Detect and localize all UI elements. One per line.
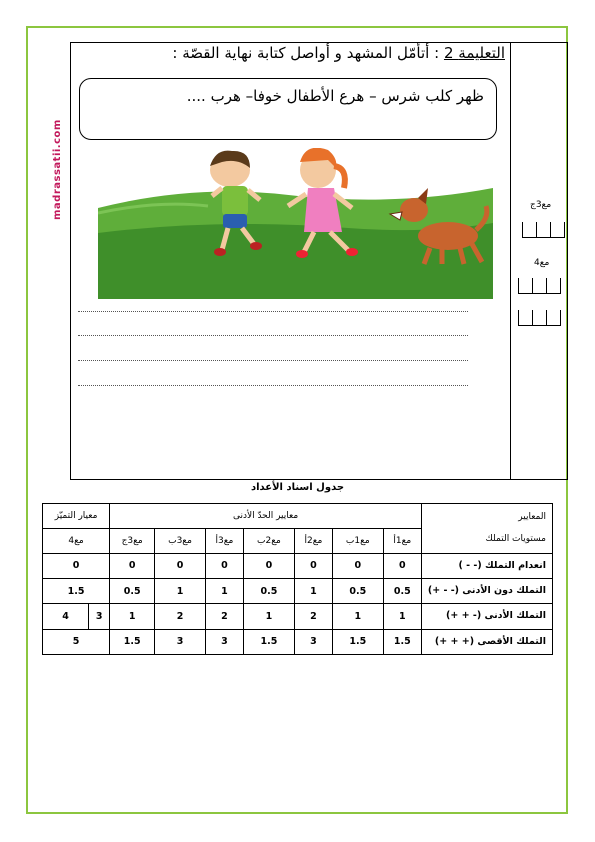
score-boxes-4b[interactable]	[518, 310, 561, 326]
score-cell: 0	[155, 553, 206, 578]
criterion-header: مع3أ	[205, 528, 243, 553]
score-cell: 4	[43, 604, 89, 629]
corner-bottom-label: مستويات التملك	[485, 534, 546, 545]
instruction-text: : أتأمّل المشهد و أواصل كتابة نهاية القصّة :	[172, 44, 440, 62]
score-cell: 2	[294, 604, 332, 629]
corner-top-label: المعايير	[518, 512, 546, 523]
score-cell: 0	[333, 553, 384, 578]
score-cell: 0	[43, 553, 110, 578]
score-cell: 1	[110, 604, 155, 629]
score-cell: 0.5	[110, 578, 155, 603]
criterion-header: مع3ج	[110, 528, 155, 553]
score-cell: 0	[205, 553, 243, 578]
score-cell: 1	[244, 604, 295, 629]
criterion-header: مع1أ	[383, 528, 421, 553]
scene-illustration	[98, 148, 493, 299]
score-cell: 1.5	[43, 578, 110, 603]
score-cell: 1	[155, 578, 206, 603]
corner-header	[422, 504, 553, 554]
score-cell: 1	[333, 604, 384, 629]
score-cell: 2	[205, 604, 243, 629]
level-label: التملك الأقصى (+ + +)	[422, 629, 553, 654]
score-cell: 0	[244, 553, 295, 578]
score-cell: 1.5	[383, 629, 421, 654]
min-criteria-group-header: معايير الحدّ الأدنى	[110, 504, 422, 529]
criterion-label-3c: مع3ج	[530, 200, 552, 210]
score-boxes-4a[interactable]	[518, 278, 561, 294]
score-cell: 0	[383, 553, 421, 578]
score-cell: 0	[294, 553, 332, 578]
answer-line-3[interactable]	[78, 360, 468, 361]
level-label: التملك الأدنى (- + +)	[422, 604, 553, 629]
instruction-label-number: التعليمة 2	[443, 44, 505, 62]
score-cell: 3	[155, 629, 206, 654]
criterion-header: مع4	[43, 528, 110, 553]
score-cell: 1	[383, 604, 421, 629]
criteria-column-divider	[510, 42, 511, 480]
table-row	[43, 553, 553, 578]
score-cell: 1.5	[333, 629, 384, 654]
score-cell: 1.5	[110, 629, 155, 654]
score-cell: 3	[205, 629, 243, 654]
level-label: انعدام التملك (- - )	[422, 553, 553, 578]
score-cell: 3	[89, 604, 110, 629]
score-cell: 0.5	[244, 578, 295, 603]
table-row	[43, 578, 553, 603]
table-title: جدول اسناد الأعداد	[250, 482, 345, 493]
score-cell: 0	[110, 553, 155, 578]
excellence-criteria-group-header: معيار التميّز	[43, 504, 110, 529]
answer-line-4[interactable]	[78, 385, 468, 386]
criterion-header: مع1ب	[333, 528, 384, 553]
score-cell: 2	[155, 604, 206, 629]
score-cell: 1.5	[244, 629, 295, 654]
criterion-label-4: مع4	[534, 258, 550, 268]
instruction-heading	[172, 44, 505, 62]
level-label: التملك دون الأدنى (- - +)	[422, 578, 553, 603]
table-row	[43, 604, 553, 629]
answer-line-1[interactable]	[78, 311, 468, 312]
story-start-text: ظهر كلب شرس – هرع الأطفال خوفا– هرب ....	[186, 87, 484, 105]
score-cell: 3	[294, 629, 332, 654]
criterion-header: مع3ب	[155, 528, 206, 553]
score-cell: 5	[43, 629, 110, 654]
table-row	[43, 629, 553, 654]
watermark: madrassatii.com	[52, 119, 63, 220]
answer-line-2[interactable]	[78, 335, 468, 336]
score-cell: 1	[294, 578, 332, 603]
score-cell: 0.5	[333, 578, 384, 603]
score-cell: 1	[205, 578, 243, 603]
score-cell: 0.5	[383, 578, 421, 603]
table-header-row-1	[43, 504, 553, 529]
criterion-header: مع2ب	[244, 528, 295, 553]
criterion-header: مع2أ	[294, 528, 332, 553]
grading-table	[42, 503, 553, 655]
story-start-box	[79, 78, 497, 140]
score-boxes-3c[interactable]	[522, 222, 565, 238]
